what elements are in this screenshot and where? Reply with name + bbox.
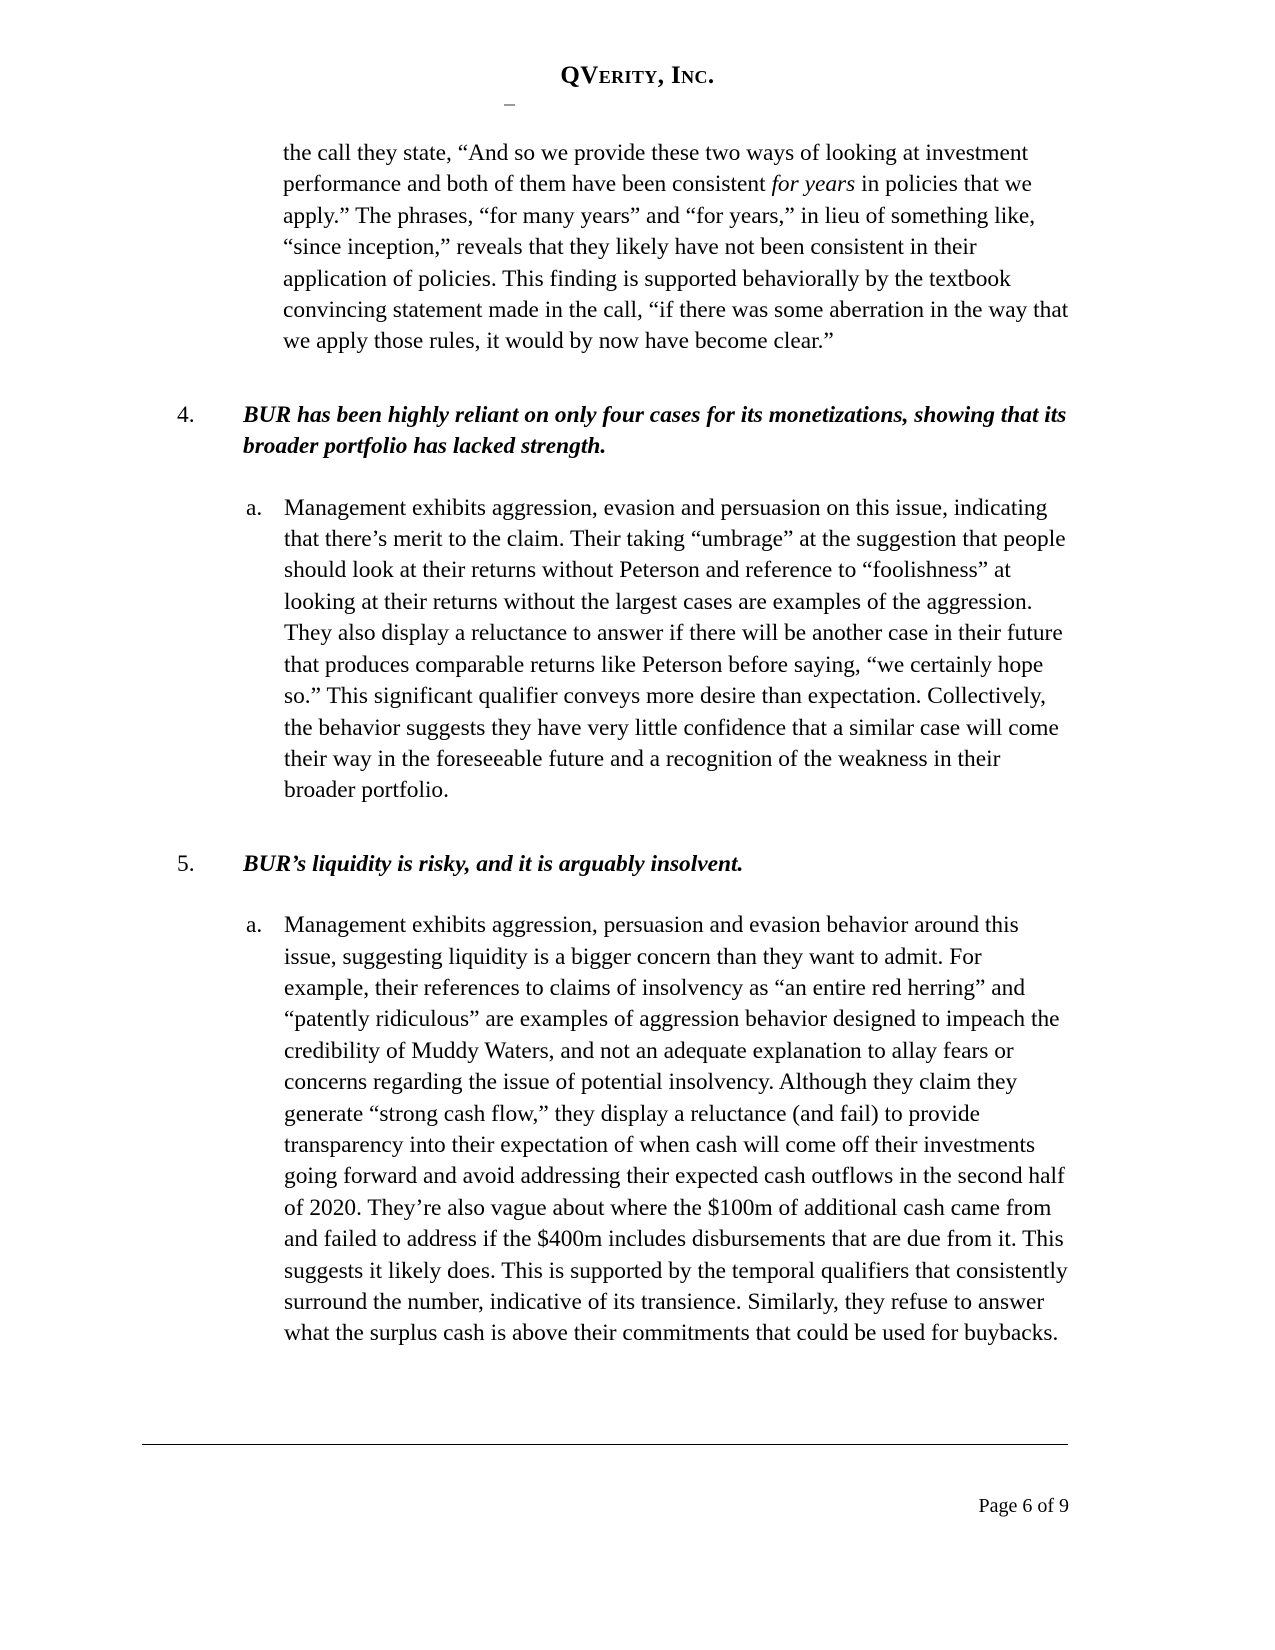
continuation-paragraph-part1: the call they state: [283, 140, 447, 166]
continuation-paragraph-italic-phrase: for years: [771, 171, 856, 198]
continuation-paragraph-part3: in policies that we apply.” The phrases, “for many years” and “for years,” in lieu of something like, “since inception,” reveals that they likely have not been consistent in their application of policies. This finding is supported behaviorally by the textbook convincing statement made in the call, “if there was some aberration in the way that we apply those rules, it would by now have become clear.”: [283, 171, 1069, 355]
numbered-item-5-heading: BUR’s liquidity is risky, and it is arguably insolvent.: [243, 850, 744, 877]
subitem-5a-text: Management exhibits aggression, persuasion and evasion behavior around this issue, suggesting liquidity is a bigger concern than they want to admit. For example, their references to claims of insolvency as “an entire red herring” and “patently ridiculous” are examples of aggression behavior designed to impeach the credibility of Muddy Waters, and not an adequate explanation to allay fears or concerns regarding the issue of potential insolvency. Although they claim they generate “strong cash flow,” they display a reluctance (and fail) to provide transparency into their expectation of when cash will come off their investments going forward and avoid addressing their expected cash outflows in the second half of 2020. They’re also vague about where the $100m of additional cash came from and failed to address if the $400m includes disbursements that are due from it. This suggests it likely does. This is supported by the temporal qualifiers that consistently surround the number, indicative of its transience. Similarly, they refuse to answer what the surplus cash is above their commitments that could be used for buybacks.: [284, 912, 1068, 1347]
subitem-4a: [246, 493, 1070, 807]
numbered-item-4: [177, 400, 1069, 463]
document-body: [0, 138, 1275, 1350]
subitem-4a-text: Management exhibits aggression, evasion and persuasion on this issue, indicating that there’s merit to the claim. Their taking “umbrage” at the suggestion that people should look at their returns without Peterson and reference to “foolishness” at looking at their returns without the largest cases are examples of the aggression. They also display a reluctance to answer if there will be another case in their future that produces comparable returns like Peterson before saying, “we certainly hope so.” This significant qualifier conveys more desire than expectation. Collectively, the behavior suggests they have very little confidence that a similar case will come their way in the foreseeable future and a recognition of the weakness in their broader portfolio.: [284, 494, 1066, 804]
numbered-item-5-marker: 5.: [177, 850, 195, 877]
continuation-paragraph: [283, 138, 1069, 358]
company-name-heading: QVerity, Inc.: [560, 62, 715, 89]
numbered-item-5: [177, 849, 1069, 880]
continuation-paragraph-part2: , “And so we provide these two ways of looking at investment performance and both of them have been consistent: [283, 140, 1029, 198]
numbered-item-4-marker: 4.: [177, 401, 195, 428]
subitem-5a: [246, 910, 1070, 1350]
page-header: [0, 62, 1275, 90]
numbered-item-4-heading: BUR has been highly reliant on only four cases for its monetizations, showing that its broader portfolio has lacked strength.: [243, 401, 1067, 460]
subitem-4a-marker: a.: [246, 494, 263, 521]
subitem-5a-marker: a.: [246, 912, 263, 939]
page-number-footer: Page 6 of 9: [978, 1495, 1069, 1517]
header-dash-mark: [504, 104, 515, 106]
footer-divider: [142, 1444, 1068, 1445]
